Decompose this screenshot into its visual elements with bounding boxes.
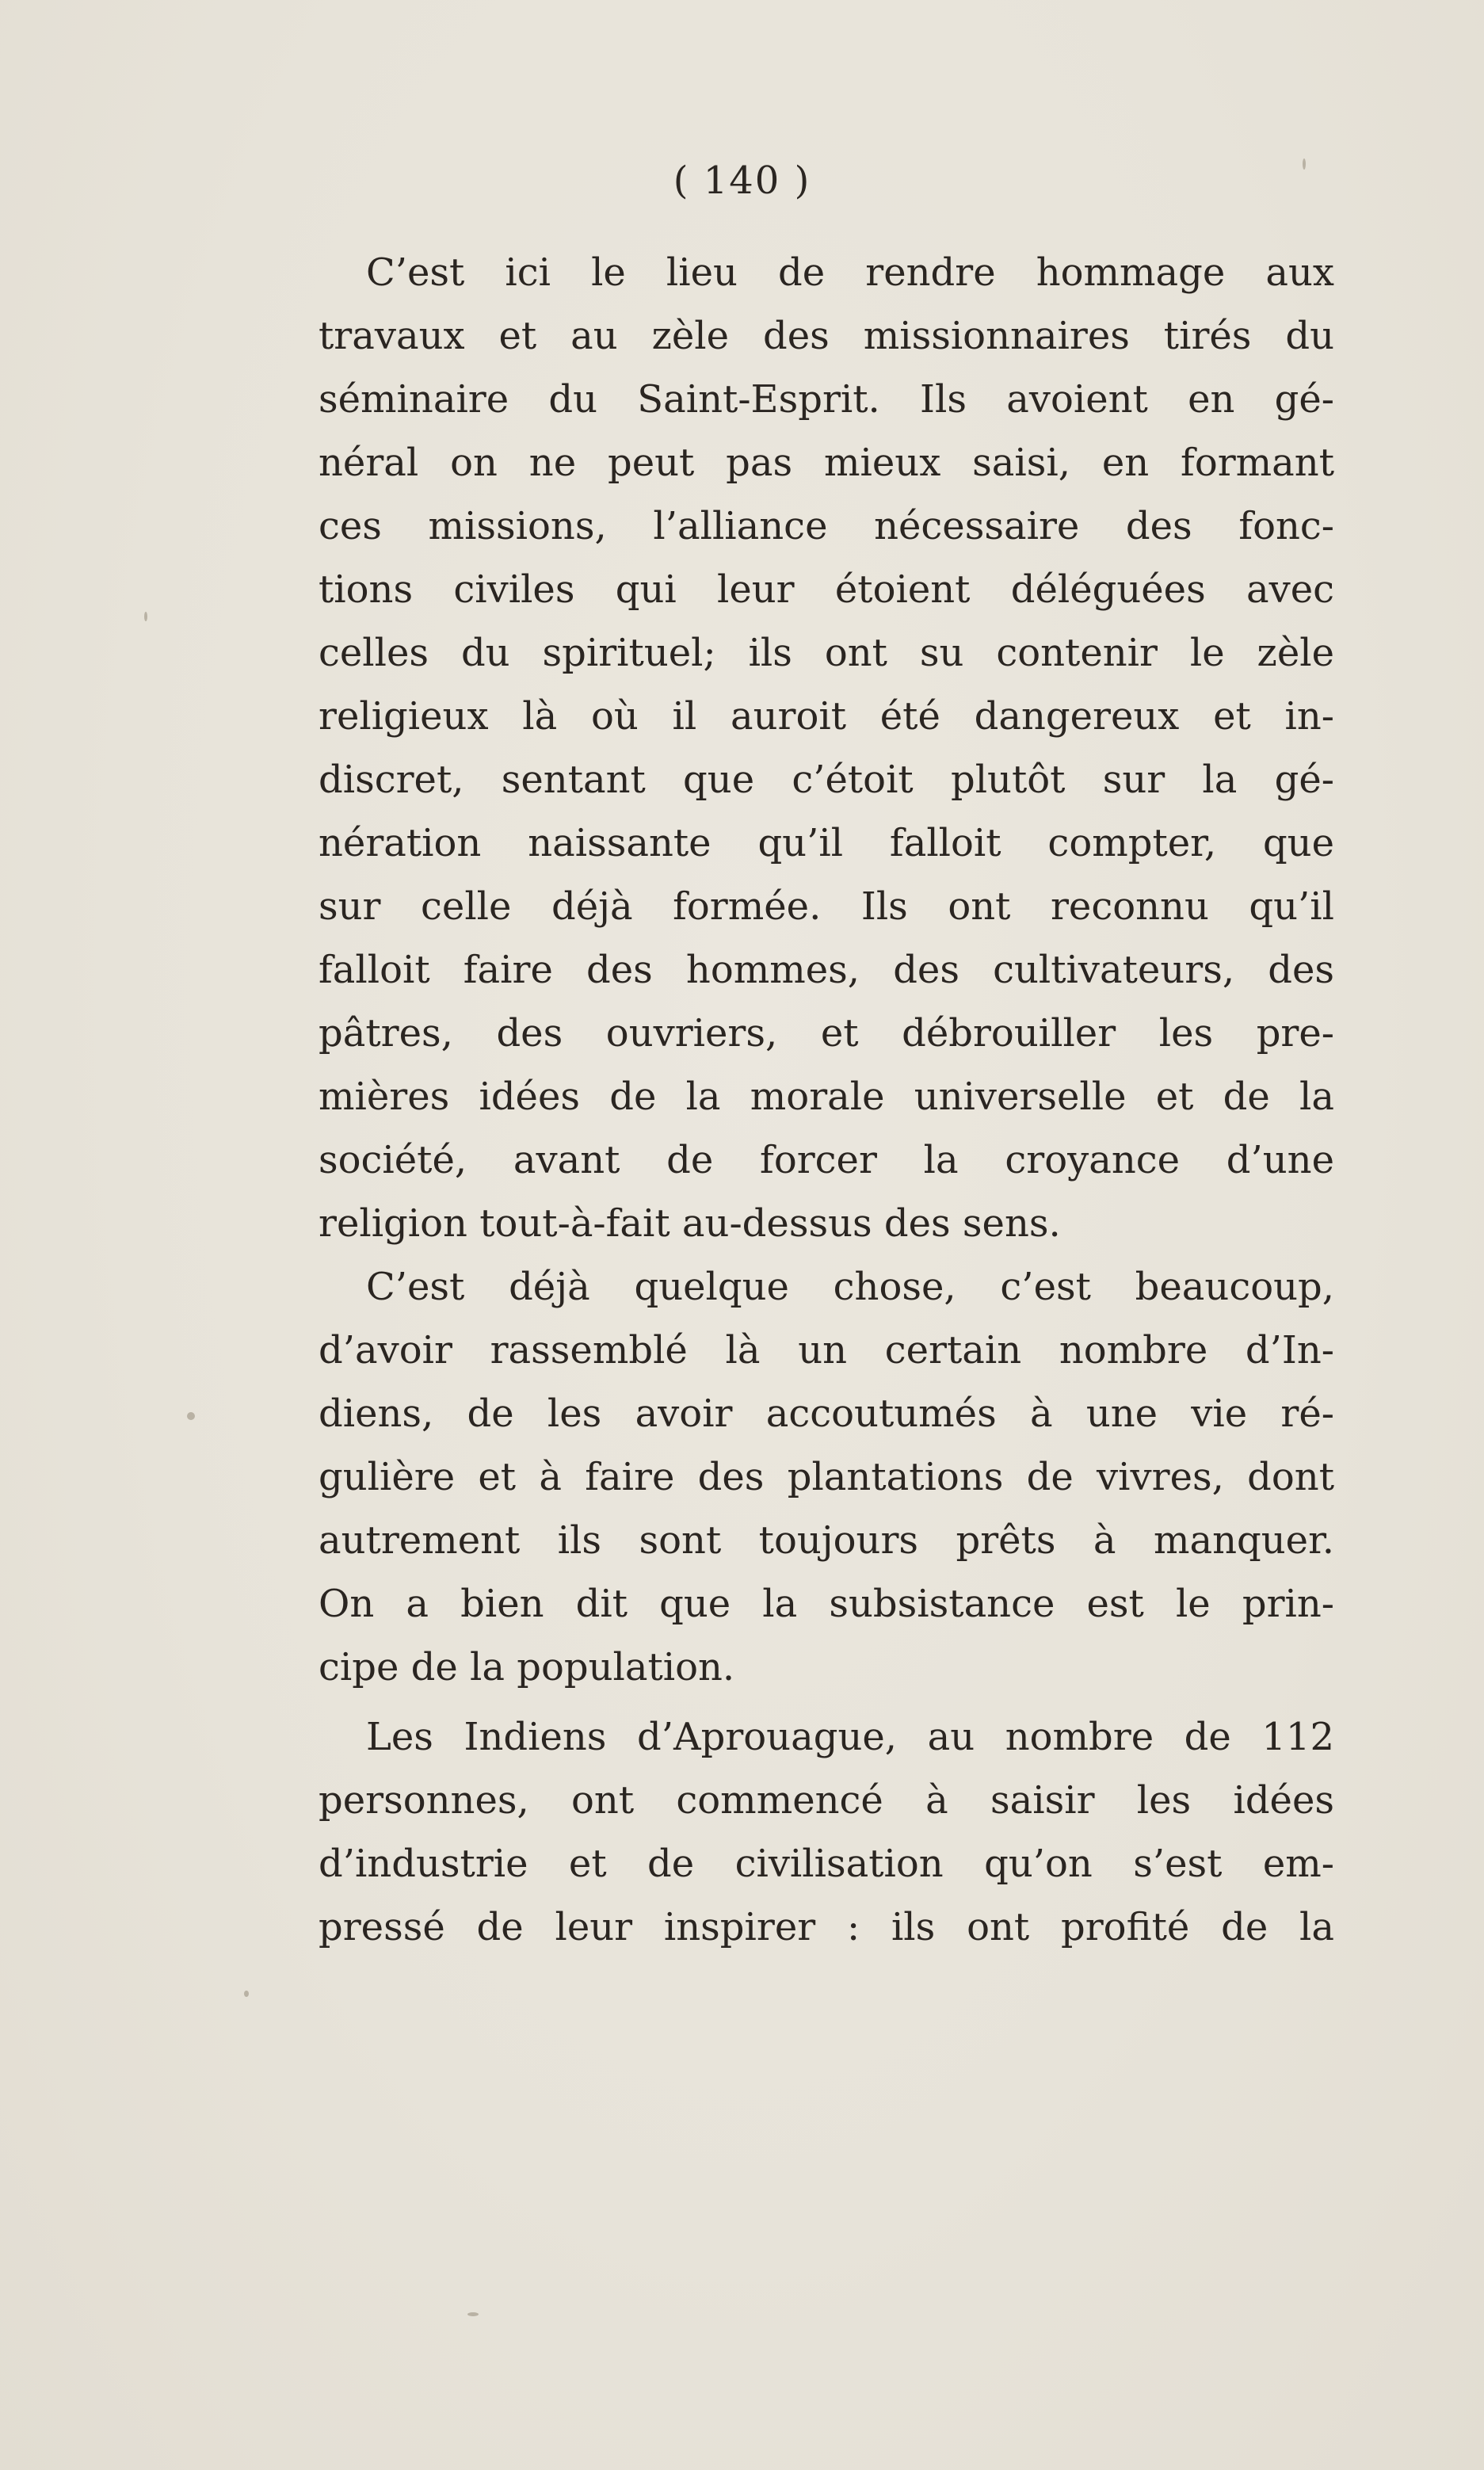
text-line: On a bien dit que la subsistance est le prin- bbox=[319, 1582, 1334, 1626]
text-line: travaux et au zèle des missionnaires tirés du bbox=[319, 314, 1334, 358]
text-line: Les Indiens d’Aprouague, au nombre de 112 bbox=[366, 1715, 1334, 1759]
text-line: diens, de les avoir accoutumés à une vie ré- bbox=[319, 1392, 1334, 1436]
text-line: séminaire du Saint-Esprit. Ils avoient en gé- bbox=[319, 377, 1334, 422]
text-line: nération naissante qu’il falloit compter, que bbox=[319, 821, 1334, 865]
text-line: religieux là où il auroit été dangereux et in- bbox=[319, 694, 1334, 739]
paper-speck bbox=[187, 1412, 195, 1420]
text-line: mières idées de la morale universelle et de la bbox=[319, 1075, 1334, 1119]
text-line: C’est ici le lieu de rendre hommage aux bbox=[366, 250, 1334, 295]
text-line: pâtres, des ouvriers, et débrouiller les pre- bbox=[319, 1011, 1334, 1056]
text-line: gulière et à faire des plantations de vivres, dont bbox=[319, 1455, 1334, 1499]
paper-speck bbox=[144, 612, 147, 621]
text-line: ces missions, l’alliance nécessaire des fonc- bbox=[319, 504, 1334, 548]
paper-speck bbox=[1303, 158, 1306, 170]
paper-speck bbox=[467, 2312, 479, 2316]
text-line: C’est déjà quelque chose, c’est beaucoup, bbox=[366, 1265, 1334, 1309]
text-line: sur celle déjà formée. Ils ont reconnu qu’il bbox=[319, 884, 1334, 929]
text-line: pressé de leur inspirer : ils ont profité de la bbox=[319, 1905, 1334, 1949]
text-line: société, avant de forcer la croyance d’une bbox=[319, 1138, 1334, 1182]
text-line: autrement ils sont toujours prêts à manquer. bbox=[319, 1518, 1334, 1563]
text-line: religion tout-à-fait au-dessus des sens. bbox=[319, 1201, 1061, 1246]
text-line: tions civiles qui leur étoient déléguées avec bbox=[319, 567, 1334, 612]
text-line: d’industrie et de civilisation qu’on s’est em- bbox=[319, 1842, 1334, 1886]
text-line: falloit faire des hommes, des cultivateurs, des bbox=[319, 948, 1334, 992]
text-line: discret, sentant que c’étoit plutôt sur la gé- bbox=[319, 758, 1334, 802]
text-line: cipe de la population. bbox=[319, 1645, 735, 1689]
paper-speck bbox=[244, 1991, 249, 1997]
text-line: celles du spirituel; ils ont su contenir le zèle bbox=[319, 631, 1334, 675]
text-line: personnes, ont commencé à saisir les idées bbox=[319, 1778, 1334, 1823]
text-line: néral on ne peut pas mieux saisi, en formant bbox=[319, 441, 1334, 485]
page-number: ( 140 ) bbox=[673, 158, 811, 203]
text-line: d’avoir rassemblé là un certain nombre d’In- bbox=[319, 1328, 1334, 1372]
